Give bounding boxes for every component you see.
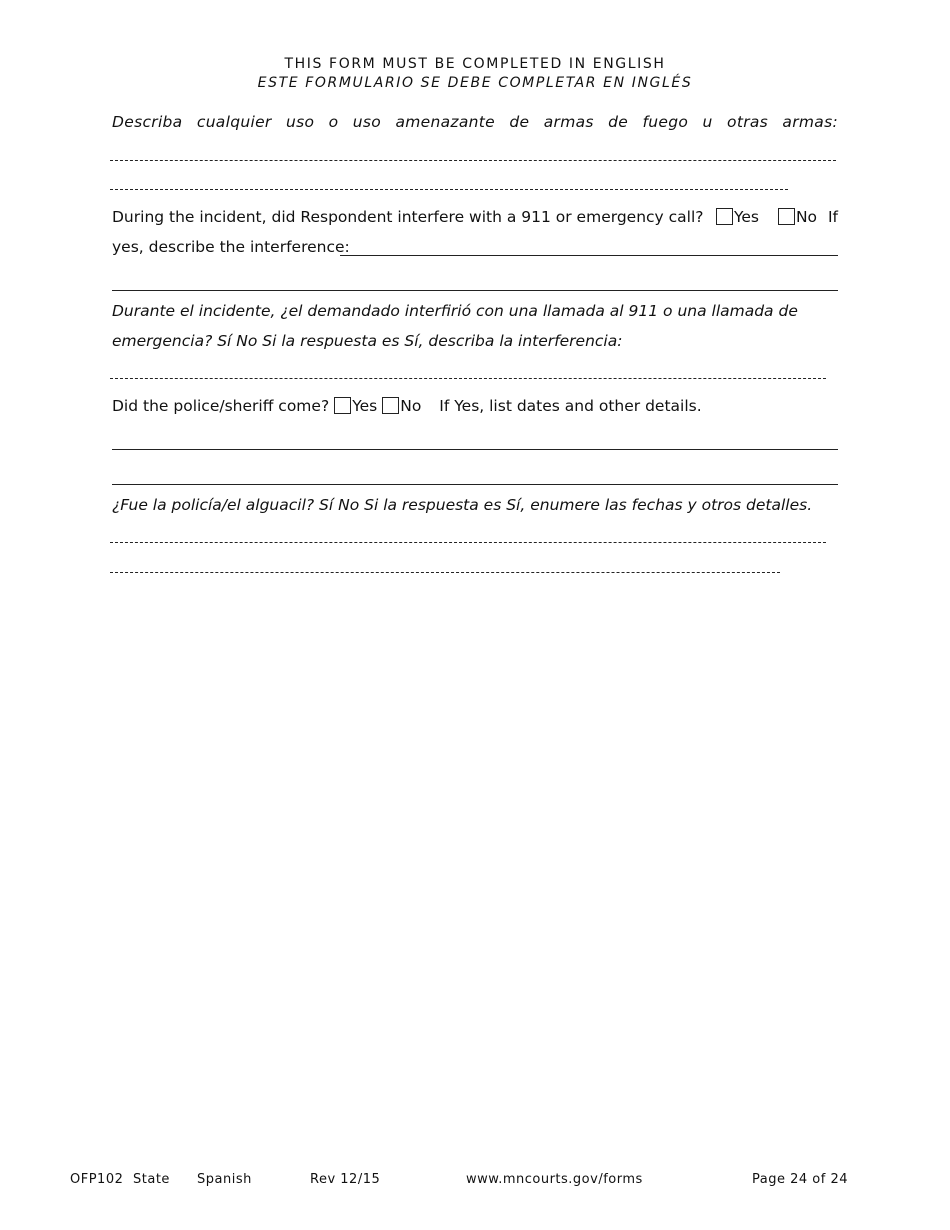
weapons-answer-line-2[interactable] — [110, 189, 788, 190]
emergency-call-es-answer-line[interactable] — [110, 378, 826, 379]
police-question-en: Did the police/sheriff come? — [112, 397, 330, 415]
emergency-call-yes-label: Yes — [733, 208, 760, 226]
emergency-call-answer-line-2[interactable] — [112, 290, 838, 291]
police-es-answer-line-2[interactable] — [110, 572, 780, 573]
emergency-call-question-en: During the incident, did Respondent interfere with a 911 or emergency call? — [112, 208, 704, 226]
emergency-call-answer-line-1[interactable] — [340, 255, 838, 256]
emergency-call-no-label: No — [795, 208, 818, 226]
emergency-call-question-row — [112, 207, 838, 227]
police-yes-label: Yes — [352, 397, 378, 415]
emergency-call-if-label: If — [827, 208, 838, 226]
footer-form-code: OFP102 — [70, 1172, 124, 1187]
header-english-notice: THIS FORM MUST BE COMPLETED IN ENGLISH — [284, 56, 666, 72]
weapons-question-es: Describa cualquier uso o uso amenazante de armas de fuego u otras armas: — [112, 113, 838, 131]
police-question-es: ¿Fue la policía/el alguacil? Sí No Si la respuesta es Sí, enumere las fechas y otros detalles. — [112, 496, 813, 514]
police-question-row — [112, 396, 702, 416]
footer-jurisdiction: State — [133, 1172, 170, 1187]
footer-url[interactable]: www.mncourts.gov/forms — [466, 1172, 643, 1187]
emergency-call-question-es-line-1: Durante el incidente, ¿el demandado interfirió con una llamada al 911 o una llamada de — [112, 302, 798, 320]
emergency-call-question-es-line-2: emergencia? Sí No Si la respuesta es Sí, describa la interferencia: — [112, 332, 623, 350]
weapons-answer-line-1[interactable] — [110, 160, 836, 161]
police-answer-line-1[interactable] — [112, 449, 838, 450]
header-spanish-notice: ESTE FORMULARIO SE DEBE COMPLETAR EN INGLÉS — [257, 75, 693, 91]
footer-language: Spanish — [197, 1172, 252, 1187]
emergency-call-yes-checkbox[interactable] — [716, 208, 733, 225]
footer-page-number: Page 24 of 24 — [752, 1172, 848, 1187]
police-answer-line-2[interactable] — [112, 484, 838, 485]
emergency-call-options — [708, 207, 838, 227]
police-list-instruction-en: If Yes, list dates and other details. — [439, 397, 702, 415]
emergency-call-no-checkbox[interactable] — [778, 208, 795, 225]
police-es-answer-line-1[interactable] — [110, 542, 826, 543]
police-no-label: No — [400, 397, 422, 415]
police-yes-checkbox[interactable] — [334, 397, 351, 414]
footer-revision: Rev 12/15 — [310, 1172, 381, 1187]
police-no-checkbox[interactable] — [382, 397, 399, 414]
emergency-call-describe-label: yes, describe the interference: — [112, 238, 350, 256]
